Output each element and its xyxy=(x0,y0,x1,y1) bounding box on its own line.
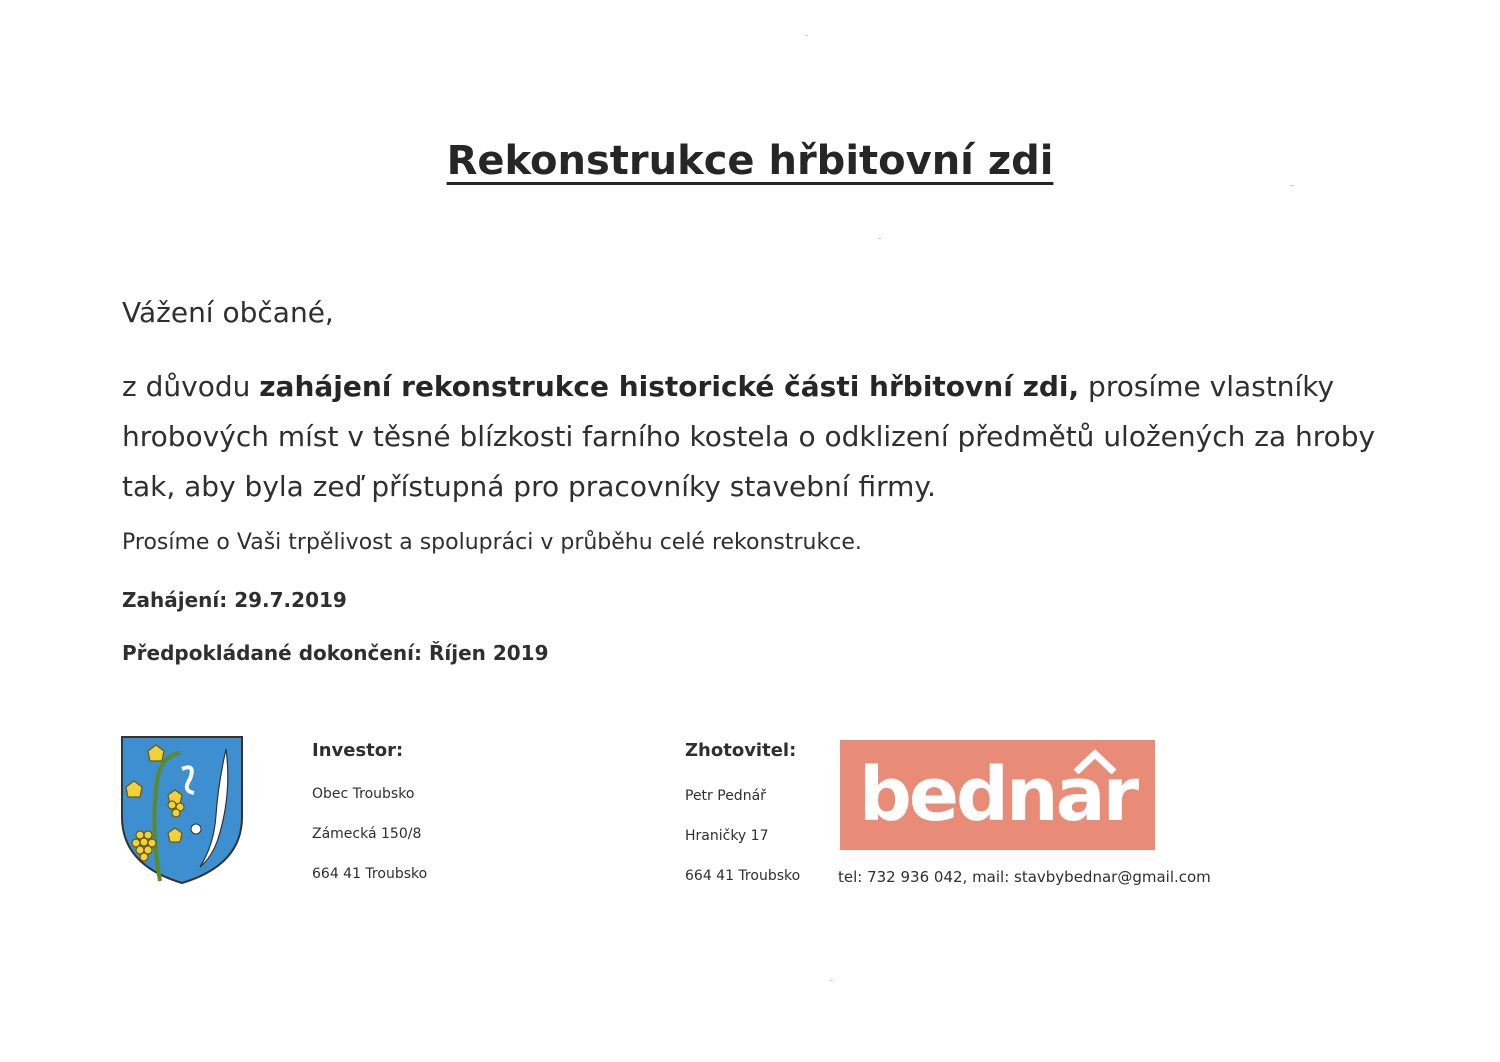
contractor-block xyxy=(685,740,825,900)
bednar-logo xyxy=(840,740,1155,850)
investor-block xyxy=(312,740,612,900)
body-rest: prosíme vlastníky hrobových míst v těsné blízkosti farního kostela o odklizení předmětů uložených za hroby tak, aby byla zeď přístupná pro pracovníky stavební firmy. xyxy=(122,370,1376,503)
start-date: Zahájení: 29.7.2019 xyxy=(122,588,347,612)
troubsko-crest-icon xyxy=(120,735,244,885)
investor-city: 664 41 Troubsko xyxy=(312,866,428,882)
greeting: Vážení občané, xyxy=(122,296,334,329)
contact-line: tel: 732 936 042, mail: stavbybednar@gmail.com xyxy=(838,868,1211,886)
body-paragraph xyxy=(122,362,1382,512)
investor-heading: Investor: xyxy=(312,740,404,761)
scan-speck xyxy=(1290,185,1293,186)
body-intro: z důvodu xyxy=(122,370,260,403)
investor-street: Zámecká 150/8 xyxy=(312,826,422,842)
thanks-text: Prosíme o Vaši trpělivost a spolupráci v průběhu celé rekonstrukce. xyxy=(122,530,862,555)
contractor-heading: Zhotovitel: xyxy=(685,740,797,761)
page-title xyxy=(0,138,1500,184)
scan-speck xyxy=(878,238,881,239)
scan-speck xyxy=(830,980,833,981)
body-emphasis: zahájení rekonstrukce historické části hřbitovní zdi, xyxy=(259,370,1080,403)
page-title-text: Rekonstrukce hřbitovní zdi xyxy=(446,138,1054,184)
contractor-name: Petr Pednář xyxy=(685,788,766,804)
contractor-city: 664 41 Troubsko xyxy=(685,868,801,884)
contractor-street: Hraničky 17 xyxy=(685,828,769,844)
investor-name: Obec Troubsko xyxy=(312,786,415,802)
roof-icon xyxy=(1072,748,1118,774)
scan-speck xyxy=(805,35,808,36)
finish-date: Předpokládané dokončení: Říjen 2019 xyxy=(122,641,549,665)
bednar-logo-text: bednar xyxy=(858,752,1137,838)
